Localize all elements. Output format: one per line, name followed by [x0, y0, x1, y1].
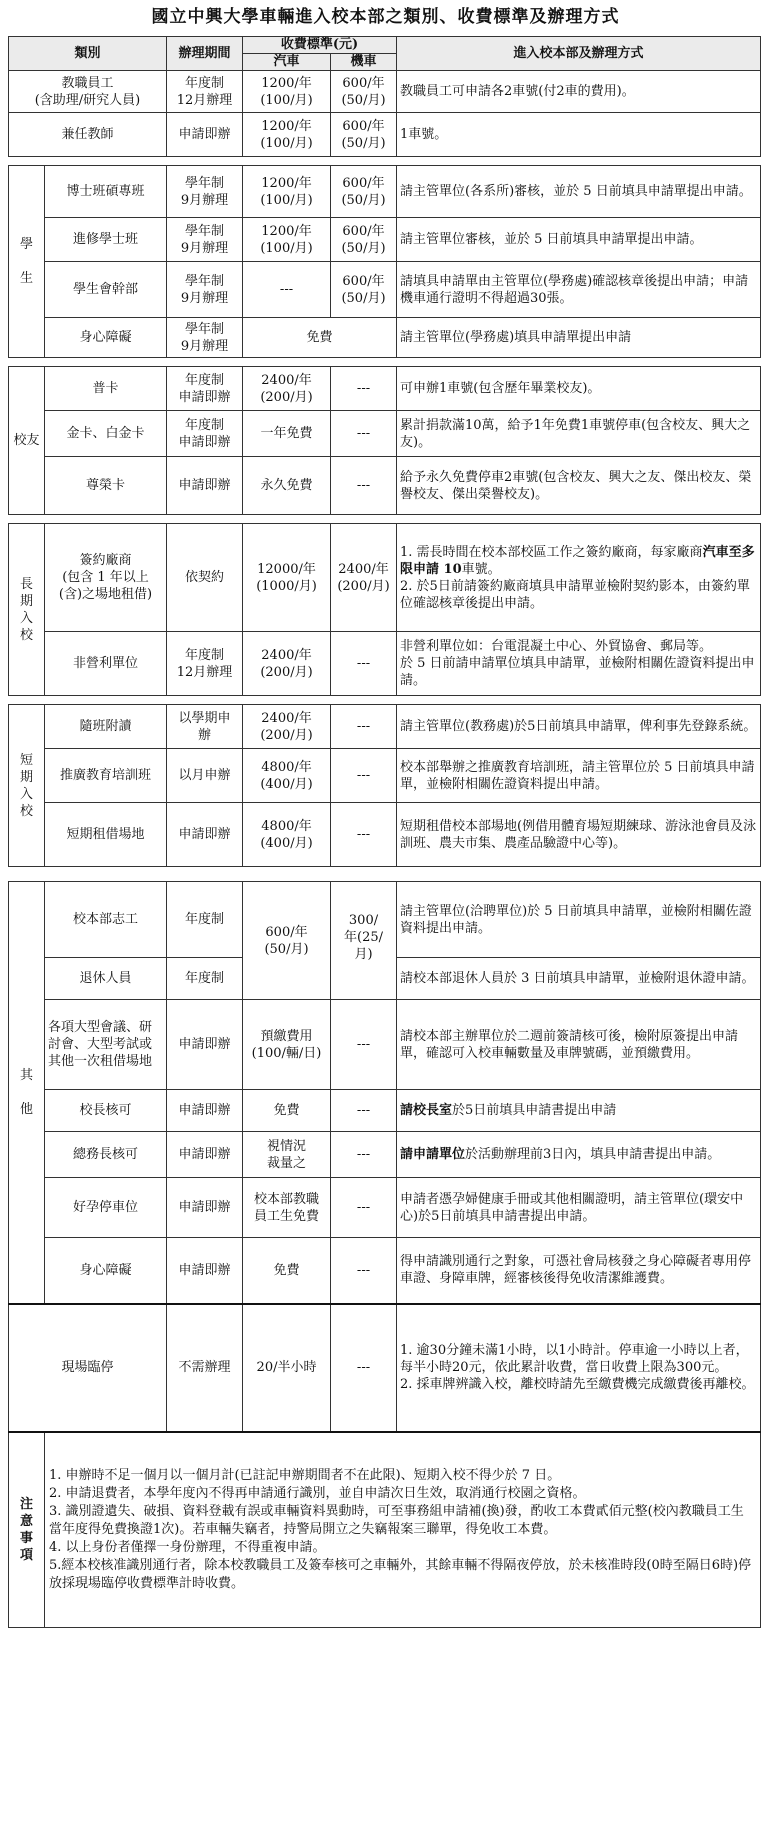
row-volunteer-method: 請主管單位(洽聘單位)於 5 日前填具申請單，並檢附相關佐證資料提出申請。: [397, 882, 761, 958]
row-alumni-car: 2400/年 (200/月): [243, 367, 331, 411]
row-short-method: 校本部舉辦之推廣教育培訓班，請主管單位於 5 日前填具申請單，並檢附相關佐證資料提出申請。: [397, 749, 761, 803]
row-disabled-period: 申請即辦: [167, 1238, 243, 1304]
header-category: 類別: [9, 37, 167, 71]
row-student-scooter: 600/年 (50/月): [331, 262, 397, 318]
row-pregnant-car: 校本部教職 員工生免費: [243, 1178, 331, 1238]
row-contract-car: 12000/年 (1000/月): [243, 524, 331, 632]
row-temporary-method: [397, 1304, 761, 1432]
row-temporary-name: 現場臨停: [9, 1304, 167, 1432]
row-gm-scooter: ---: [331, 1132, 397, 1178]
row-alumni-period: 年度制 申請即辦: [167, 367, 243, 411]
row-gm-method: [397, 1132, 761, 1178]
contract-method-1a: 1. 需長時間在校本部校區工作之簽約廠商，每家廠商: [400, 544, 703, 560]
header-method: 進入校本部及辦理方式: [397, 37, 761, 71]
contract-method-1b: 汽車至多限申請 10: [400, 544, 755, 577]
row-student-name: 身心障礙: [45, 318, 167, 358]
president-method-bold: 請校長室: [400, 1103, 453, 1118]
row-student-car: ---: [243, 262, 331, 318]
row-meeting-period: 申請即辦: [167, 1000, 243, 1090]
note-item: 1. 申辦時不足一個月以一個月計(已註記申辦期間者不在此限)、短期入校不得少於 7 日。: [49, 1467, 561, 1483]
row-short-name: 短期租借場地: [45, 803, 167, 867]
row-short-car: 4800/年 (400/月): [243, 803, 331, 867]
row-short-scooter: ---: [331, 749, 397, 803]
row-alumni-method: 給予永久免費停車2車號(包含校友、興大之友、傑出校友、榮譽校友、傑出榮譽校友)。: [397, 457, 761, 515]
note-item: 4. 以上身份者僅擇一身份辦理，不得重複申請。: [49, 1539, 326, 1555]
row-volunteer-period: 年度制: [167, 882, 243, 958]
row-adjunct-method: 1車號。: [397, 113, 761, 157]
row-pregnant-scooter: ---: [331, 1178, 397, 1238]
row-short-name: 隨班附讀: [45, 705, 167, 749]
row-alumni-period: 申請即辦: [167, 457, 243, 515]
row-alumni-scooter: ---: [331, 411, 397, 457]
gm-method-bold: 請申請單位: [400, 1147, 466, 1162]
row-president-name: 校長核可: [45, 1090, 167, 1132]
gm-method-rest: 於活動辦理前3日內，填具申請書提出申請。: [465, 1147, 721, 1162]
row-disabled-method: 得申請識別通行之對象，可憑社會局核發之身心障礙者專用停車證、身障車牌，經審核後得免收清潔維護費。: [397, 1238, 761, 1304]
row-short-car: 2400/年 (200/月): [243, 705, 331, 749]
row-student-car: 1200/年 (100/月): [243, 218, 331, 262]
group-shortterm: 短 期 入 校: [9, 705, 45, 867]
row-alumni-period: 年度制 申請即辦: [167, 411, 243, 457]
contract-method-1c: 車號。: [461, 561, 501, 577]
row-retired-name: 退休人員: [45, 958, 167, 1000]
row-pregnant-method: 申請者憑孕婦健康手冊或其他相關證明，請主管單位(環安中心)於5日前填具申請書提出申請。: [397, 1178, 761, 1238]
temporary-method-1: 1. 逾30分鐘未滿1小時，以1小時計。停車逾一小時以上者，每半小時20元，依此累計收費，當日收費上限為300元。: [400, 1343, 749, 1375]
row-retired-method: 請校本部退休人員於 3 日前填具申請單，並檢附退休證申請。: [397, 958, 761, 1000]
row-short-period: 以學期申 辦: [167, 705, 243, 749]
president-method-rest: 於5日前填具申請書提出申請: [452, 1103, 617, 1118]
notes-list: [45, 1432, 761, 1628]
row-student-period: 學年制 9月辦理: [167, 218, 243, 262]
row-disabled-name: 身心障礙: [45, 1238, 167, 1304]
row-student-method: 請填具申請單由主管單位(學務處)確認核章後提出申請；申請機車通行證明不得超過30張。: [397, 262, 761, 318]
row-meeting-scooter: ---: [331, 1000, 397, 1090]
row-alumni-car: 永久免費: [243, 457, 331, 515]
row-short-period: 以月申辦: [167, 749, 243, 803]
row-staff-scooter: 600/年 (50/月): [331, 71, 397, 113]
row-alumni-scooter: ---: [331, 457, 397, 515]
row-student-period: 學年制 9月辦理: [167, 262, 243, 318]
row-adjunct-scooter: 600/年 (50/月): [331, 113, 397, 157]
row-student-car: 1200/年 (100/月): [243, 166, 331, 218]
row-nonprofit-car: 2400/年 (200/月): [243, 632, 331, 696]
row-student-name: 學生會幹部: [45, 262, 167, 318]
row-contract-name: 簽約廠商 (包含 1 年以上 (含)之場地租借): [45, 524, 167, 632]
group-students: 學 生: [9, 166, 45, 358]
row-alumni-method: 可申辦1車號(包含歷年畢業校友)。: [397, 367, 761, 411]
row-president-method: [397, 1090, 761, 1132]
row-short-period: 申請即辦: [167, 803, 243, 867]
row-temporary-scooter: ---: [331, 1304, 397, 1432]
row-student-method: 請主管單位審核，並於 5 日前填具申請單提出申請。: [397, 218, 761, 262]
row-staff-name: 教職員工 (含助理/研究人員): [9, 71, 167, 113]
row-student-scooter: 600/年 (50/月): [331, 218, 397, 262]
fee-table: [8, 36, 761, 1628]
note-item: 2. 申請退費者，本學年度內不得再申請通行識別，並自申請次日生效，取消通行校園之資格。: [49, 1485, 586, 1501]
row-retired-period: 年度制: [167, 958, 243, 1000]
contract-method-2: 2. 於5日前請簽約廠商填具申請單並檢附契約影本，由簽約單位確認核章後提出申請。: [400, 578, 750, 611]
row-staff-method: 教職員工可申請各2車號(付2車的費用)。: [397, 71, 761, 113]
group-others: 其 他: [9, 882, 45, 1304]
note-item: 5.經本校核准識別通行者，除本校教職員工及簽奉核可之車輛外，其餘車輛不得隔夜停放，於未核准時段(0時至隔日6時)停放採現場臨停收費標準計時收費。: [49, 1557, 752, 1591]
row-volunteer-name: 校本部志工: [45, 882, 167, 958]
note-item: 3. 識別證遺失、破損、資料登載有誤或車輛資料異動時，可至事務組申請補(換)發，酌收工本費貳佰元整(校內教職員工生當年度得免費換證1次)。若車輛失竊者，持警局開立之失竊報案三聯單，得免收工本費。: [49, 1503, 744, 1537]
row-alumni-car: 一年免費: [243, 411, 331, 457]
row-pregnant-name: 好孕停車位: [45, 1178, 167, 1238]
row-alumni-scooter: ---: [331, 367, 397, 411]
row-gm-period: 申請即辦: [167, 1132, 243, 1178]
row-nonprofit-period: 年度制 12月辦理: [167, 632, 243, 696]
row-disabled-car: 免費: [243, 1238, 331, 1304]
row-staff-car: 1200/年 (100/月): [243, 71, 331, 113]
row-volunteer-retired-car: 600/年 (50/月): [243, 882, 331, 1000]
row-nonprofit-scooter: ---: [331, 632, 397, 696]
group-longterm: 長 期 入 校: [9, 524, 45, 696]
row-short-method: 請主管單位(教務處)於5日前填具申請單，俾利事先登錄系統。: [397, 705, 761, 749]
row-president-car: 免費: [243, 1090, 331, 1132]
row-contract-period: 依契約: [167, 524, 243, 632]
row-meeting-method: 請校本部主辦單位於二週前簽請核可後，檢附原簽提出申請單，確認可入校車輛數量及車牌號碼，並預繳費用。: [397, 1000, 761, 1090]
row-volunteer-retired-scooter: 300/ 年(25/ 月): [331, 882, 397, 1000]
row-pregnant-period: 申請即辦: [167, 1178, 243, 1238]
row-student-name: 博士班碩專班: [45, 166, 167, 218]
row-short-name: 推廣教育培訓班: [45, 749, 167, 803]
row-nonprofit-method: 非營利單位如：台電混凝土中心、外貿協會、郵局等。 於 5 日前請申請單位填具申請單，並檢附相關佐證資料提出申請。: [397, 632, 761, 696]
header-scooter: 機車: [331, 54, 397, 71]
row-student-period: 學年制 9月辦理: [167, 166, 243, 218]
row-alumni-name: 普卡: [45, 367, 167, 411]
group-alumni: 校友: [9, 367, 45, 515]
row-student-period: 學年制 9月辦理: [167, 318, 243, 358]
row-short-scooter: ---: [331, 705, 397, 749]
row-adjunct-car: 1200/年 (100/月): [243, 113, 331, 157]
row-temporary-car: 20/半小時: [243, 1304, 331, 1432]
row-adjunct-period: 申請即辦: [167, 113, 243, 157]
row-short-method: 短期租借校本部場地(例借用體育場短期練球、游泳池會員及泳訓班、農夫市集、農產品驗證中心等)。: [397, 803, 761, 867]
temporary-method-2: 2. 採車牌辨識入校，離校時請先至繳費機完成繳費後再離校。: [400, 1377, 755, 1392]
row-meeting-car: 預繳費用 (100/輛/日): [243, 1000, 331, 1090]
row-student-fee: 免費: [243, 318, 397, 358]
row-disabled-scooter: ---: [331, 1238, 397, 1304]
row-short-car: 4800/年 (400/月): [243, 749, 331, 803]
header-fee-standard: 收費標準(元): [243, 37, 397, 54]
row-student-scooter: 600/年 (50/月): [331, 166, 397, 218]
row-student-name: 進修學士班: [45, 218, 167, 262]
row-contract-method: [397, 524, 761, 632]
row-adjunct-name: 兼任教師: [9, 113, 167, 157]
header-car: 汽車: [243, 54, 331, 71]
row-gm-car: 視情況 裁量之: [243, 1132, 331, 1178]
row-alumni-name: 尊榮卡: [45, 457, 167, 515]
row-alumni-method: 累計捐款滿10萬，給予1年免費1車號停車(包含校友、興大之友)。: [397, 411, 761, 457]
notes-label: 注 意 事 項: [9, 1432, 45, 1628]
row-alumni-name: 金卡、白金卡: [45, 411, 167, 457]
header-period: 辦理期間: [167, 37, 243, 71]
row-short-scooter: ---: [331, 803, 397, 867]
row-staff-period: 年度制 12月辦理: [167, 71, 243, 113]
row-nonprofit-name: 非營利單位: [45, 632, 167, 696]
row-contract-scooter: 2400/年 (200/月): [331, 524, 397, 632]
row-president-period: 申請即辦: [167, 1090, 243, 1132]
row-student-method: 請主管單位(學務處)填具申請單提出申請: [397, 318, 761, 358]
row-meeting-name: 各項大型會議、研討會、大型考試或其他一次租借場地: [45, 1000, 167, 1090]
row-president-scooter: ---: [331, 1090, 397, 1132]
row-student-method: 請主管單位(各系所)審核，並於 5 日前填具申請單提出申請。: [397, 166, 761, 218]
row-temporary-period: 不需辦理: [167, 1304, 243, 1432]
row-gm-name: 總務長核可: [45, 1132, 167, 1178]
page-title: 國立中興大學車輛進入校本部之類別、收費標準及辦理方式: [151, 7, 620, 27]
